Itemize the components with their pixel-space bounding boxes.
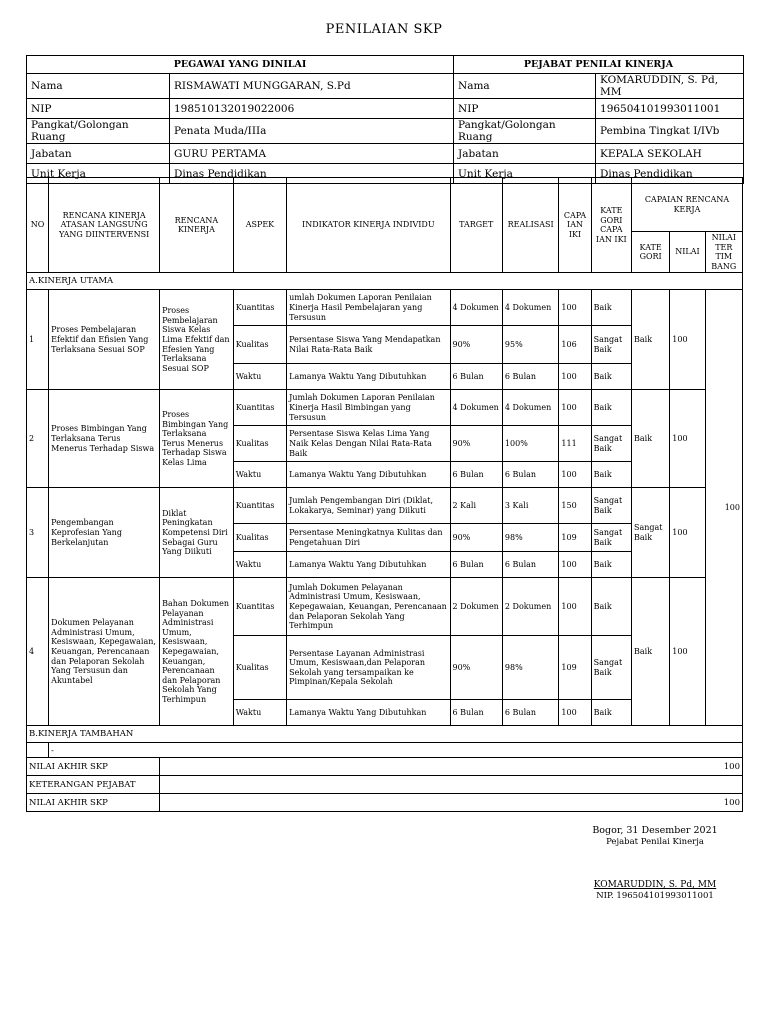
indikator-cell: Persentase Layanan Administrasi Umum, Kesiswaan,dan Pelaporan Sekolah yang tersampaikan ke Pimpinan/Kepala Sekolah xyxy=(287,636,450,700)
summary-row xyxy=(27,758,743,776)
capaian-iki-cell: 150 xyxy=(559,488,591,524)
pejabat-value: Dinas Pendidikan xyxy=(596,164,744,184)
realisasi-cell: 98% xyxy=(502,636,558,700)
capaian-iki-cell: 109 xyxy=(559,636,591,700)
target-cell: 90% xyxy=(450,524,502,552)
kategori-rk-cell: Sangat Baik xyxy=(631,488,669,578)
document-title: PENILAIAN SKP xyxy=(325,22,443,37)
kategori-capaian-cell: Sangat Baik xyxy=(591,488,631,524)
target-cell: 90% xyxy=(450,426,502,462)
capaian-iki-cell: 100 xyxy=(559,552,591,578)
rk-cell: Proses Pembelajaran Siswa Kelas Lima Efektif dan Efesien Yang Terlaksana Sesuai SOP xyxy=(160,290,234,390)
summary-value: 100 xyxy=(160,758,743,776)
nilai-rk-cell: 100 xyxy=(670,390,705,488)
target-cell: 6 Bulan xyxy=(450,364,502,390)
kategori-rk-cell: Baik xyxy=(631,390,669,488)
kategori-capaian-cell: Baik xyxy=(591,390,631,426)
capaian-iki-cell: 100 xyxy=(559,390,591,426)
realisasi-cell: 6 Bulan xyxy=(502,462,558,488)
realisasi-cell: 95% xyxy=(502,326,558,364)
identity-row xyxy=(27,119,744,144)
target-cell: 90% xyxy=(450,636,502,700)
summary-label: NILAI AKHIR SKP xyxy=(27,794,160,812)
indikator-cell: Jumlah Dokumen Pelayanan Administrasi Umum, Kesiswaan, Kepegawaian, Keuangan, Perencanaan dan Pelaporan Sekolah Yang Terhimpun xyxy=(287,578,450,636)
target-cell: 2 Dokumen xyxy=(450,578,502,636)
indikator-cell: Jumlah Pengembangan Diri (Diklat, Lokakarya, Seminar) yang Diikuti xyxy=(287,488,450,524)
realisasi-cell: 6 Bulan xyxy=(502,364,558,390)
rk-cell: Diklat Peningkatan Kompetensi Diri Sebagai Guru Yang Diikuti xyxy=(160,488,234,578)
indikator-cell: Persentase Meningkatnya Kulitas dan Pengetahuan Diri xyxy=(287,524,450,552)
pegawai-label: Unit Kerja xyxy=(27,164,170,184)
identity-row xyxy=(27,99,744,119)
tambahan-content: - xyxy=(49,743,743,758)
pejabat-label: Nama xyxy=(454,74,596,99)
section-row xyxy=(27,726,743,743)
capaian-iki-cell: 100 xyxy=(559,290,591,326)
col-capaian-rk: CAPAIAN RENCANA KERJA xyxy=(631,178,742,232)
section-kinerja-utama: A.KINERJA UTAMA xyxy=(27,273,743,290)
col-aspek: ASPEK xyxy=(233,178,286,273)
skp-table xyxy=(26,177,743,812)
indikator-cell: Jumlah Dokumen Laporan Penilaian Kinerja Hasil Bimbingan yang Tersusun xyxy=(287,390,450,426)
pegawai-value: 198510132019022006 xyxy=(170,99,454,119)
rk-atasan-cell: Pengembangan Keprofesian Yang Berkelanjutan xyxy=(49,488,160,578)
realisasi-cell: 98% xyxy=(502,524,558,552)
realisasi-cell: 4 Dokumen xyxy=(502,390,558,426)
target-cell: 2 Kali xyxy=(450,488,502,524)
pegawai-value: Dinas Pendidikan xyxy=(170,164,454,184)
aspek-cell: Waktu xyxy=(233,462,286,488)
pejabat-label: Jabatan xyxy=(454,144,596,164)
kategori-capaian-cell: Baik xyxy=(591,578,631,636)
target-cell: 90% xyxy=(450,326,502,364)
pegawai-value: GURU PERTAMA xyxy=(170,144,454,164)
indikator-cell: Lamanya Waktu Yang Dibutuhkan xyxy=(287,462,450,488)
pegawai-label: Pangkat/Golongan Ruang xyxy=(27,119,170,144)
pejabat-value: Pembina Tingkat I/IVb xyxy=(596,119,744,144)
nilai-rk-cell: 100 xyxy=(670,488,705,578)
target-cell: 4 Dokumen xyxy=(450,290,502,326)
col-target: TARGET xyxy=(450,178,502,273)
summary-label: NILAI AKHIR SKP xyxy=(27,758,160,776)
aspek-cell: Waktu xyxy=(233,700,286,726)
col-no: NO xyxy=(27,178,49,273)
row-number: 3 xyxy=(27,488,49,578)
pejabat-value: KOMARUDDIN, S. Pd, MM xyxy=(596,74,744,99)
table-row xyxy=(27,290,743,326)
target-cell: 6 Bulan xyxy=(450,552,502,578)
kategori-capaian-cell: Baik xyxy=(591,700,631,726)
realisasi-cell: 3 Kali xyxy=(502,488,558,524)
aspek-cell: Waktu xyxy=(233,364,286,390)
signature-place-date: Bogor, 31 Desember 2021 xyxy=(592,825,718,836)
aspek-cell: Kualitas xyxy=(233,426,286,462)
rk-cell: Proses Bimbingan Yang Terlaksana Terus Menerus Terhadap Siswa Kelas Lima xyxy=(160,390,234,488)
col-rk-atasan: RENCANA KINERJA ATASAN LANGSUNG YANG DIINTERVENSI xyxy=(49,178,160,273)
identity-table xyxy=(26,55,744,184)
col-nilai: NILAI xyxy=(670,232,705,273)
kategori-rk-cell: Baik xyxy=(631,578,669,726)
row-number: 4 xyxy=(27,578,49,726)
identity-row xyxy=(27,144,744,164)
pegawai-label: Nama xyxy=(27,74,170,99)
pejabat-value: 196504101993011001 xyxy=(596,99,744,119)
target-cell: 4 Dokumen xyxy=(450,390,502,426)
summary-value xyxy=(160,776,743,794)
capaian-iki-cell: 100 xyxy=(559,462,591,488)
realisasi-cell: 4 Dokumen xyxy=(502,290,558,326)
capaian-iki-cell: 100 xyxy=(559,700,591,726)
pegawai-value: RISMAWATI MUNGGARAN, S.Pd xyxy=(170,74,454,99)
aspek-cell: Kuantitas xyxy=(233,290,286,326)
indikator-cell: Persentase Siswa Yang Mendapatkan Nilai Rata-Rata Baik xyxy=(287,326,450,364)
aspek-cell: Waktu xyxy=(233,552,286,578)
rk-atasan-cell: Proses Bimbingan Yang Terlaksana Terus Menerus Terhadap Siswa xyxy=(49,390,160,488)
kategori-capaian-cell: Sangat Baik xyxy=(591,636,631,700)
nilai-rk-cell: 100 xyxy=(670,578,705,726)
table-row xyxy=(27,578,743,636)
realisasi-cell: 2 Dokumen xyxy=(502,578,558,636)
capaian-iki-cell: 111 xyxy=(559,426,591,462)
row-number: 2 xyxy=(27,390,49,488)
aspek-cell: Kuantitas xyxy=(233,390,286,426)
tambahan-row xyxy=(27,743,743,758)
pegawai-label: NIP xyxy=(27,99,170,119)
table-row xyxy=(27,390,743,426)
kategori-capaian-cell: Baik xyxy=(591,552,631,578)
pegawai-value: Penata Muda/IIIa xyxy=(170,119,454,144)
row-number: 1 xyxy=(27,290,49,390)
target-cell: 6 Bulan xyxy=(450,700,502,726)
capaian-iki-cell: 109 xyxy=(559,524,591,552)
kategori-capaian-cell: Baik xyxy=(591,290,631,326)
section-kinerja-tambahan: B.KINERJA TAMBAHAN xyxy=(27,726,743,743)
col-rk: RENCANA KINERJA xyxy=(160,178,234,273)
nilai-tertimbang-cell: 100 xyxy=(705,290,742,726)
col-nilai-tertimbang: NILAI TER TIM BANG xyxy=(705,232,742,273)
aspek-cell: Kuantitas xyxy=(233,488,286,524)
capaian-iki-cell: 100 xyxy=(559,364,591,390)
pegawai-heading: PEGAWAI YANG DINILAI xyxy=(27,56,454,74)
summary-row xyxy=(27,794,743,812)
summary-label: KETERANGAN PEJABAT xyxy=(27,776,160,794)
rk-atasan-cell: Proses Pembelajaran Efektif dan Efisien Yang Terlaksana Sesuai SOP xyxy=(49,290,160,390)
indikator-cell: Lamanya Waktu Yang Dibutuhkan xyxy=(287,700,450,726)
indikator-cell: Lamanya Waktu Yang Dibutuhkan xyxy=(287,364,450,390)
kategori-capaian-cell: Sangat Baik xyxy=(591,426,631,462)
aspek-cell: Kualitas xyxy=(233,636,286,700)
aspek-cell: Kualitas xyxy=(233,524,286,552)
pejabat-label: Pangkat/Golongan Ruang xyxy=(454,119,596,144)
col-kategori-capaian: KATE GORI CAPA IAN IKI xyxy=(591,178,631,273)
signature-nip: NIP. 196504101993011001 xyxy=(596,891,714,901)
pejabat-heading: PEJABAT PENILAI KINERJA xyxy=(454,56,744,74)
kategori-capaian-cell: Baik xyxy=(591,462,631,488)
indikator-cell: umlah Dokumen Laporan Penilaian Kinerja Hasil Pembelajaran yang Tersusun xyxy=(287,290,450,326)
kategori-capaian-cell: Sangat Baik xyxy=(591,524,631,552)
aspek-cell: Kuantitas xyxy=(233,578,286,636)
rk-atasan-cell: Dokumen Pelayanan Administrasi Umum, Kesiswaan, Kepegawaian, Keuangan, Perencanaan dan Pelaporan Sekolah Yang Tersusun dan Akuntabel xyxy=(49,578,160,726)
pejabat-value: KEPALA SEKOLAH xyxy=(596,144,744,164)
col-kategori: KATE GORI xyxy=(631,232,669,273)
target-cell: 6 Bulan xyxy=(450,462,502,488)
table-row xyxy=(27,488,743,524)
indikator-cell: Persentase Siswa Kelas Lima Yang Naik Kelas Dengan Nilai Rata-Rata Baik xyxy=(287,426,450,462)
tambahan-no xyxy=(27,743,49,758)
realisasi-cell: 6 Bulan xyxy=(502,700,558,726)
signature-role: Pejabat Penilai Kinerja xyxy=(606,837,704,847)
pejabat-label: Unit Kerja xyxy=(454,164,596,184)
kategori-capaian-cell: Sangat Baik xyxy=(591,326,631,364)
pegawai-label: Jabatan xyxy=(27,144,170,164)
pejabat-label: NIP xyxy=(454,99,596,119)
indikator-cell: Lamanya Waktu Yang Dibutuhkan xyxy=(287,552,450,578)
rk-cell: Bahan Dokumen Pelayanan Administrasi Umum, Kesiswaan, Kepegawaian, Keuangan, Perencanaan dan Pelaporan Sekolah Yang Terhimpun xyxy=(160,578,234,726)
col-capaian-iki: CAPA IAN IKI xyxy=(559,178,591,273)
capaian-iki-cell: 100 xyxy=(559,578,591,636)
realisasi-cell: 6 Bulan xyxy=(502,552,558,578)
col-indikator: INDIKATOR KINERJA INDIVIDU xyxy=(287,178,450,273)
summary-value: 100 xyxy=(160,794,743,812)
kategori-rk-cell: Baik xyxy=(631,290,669,390)
identity-row xyxy=(27,74,744,99)
kategori-capaian-cell: Baik xyxy=(591,364,631,390)
col-realisasi: REALISASI xyxy=(502,178,558,273)
aspek-cell: Kualitas xyxy=(233,326,286,364)
nilai-rk-cell: 100 xyxy=(670,290,705,390)
capaian-iki-cell: 106 xyxy=(559,326,591,364)
summary-row xyxy=(27,776,743,794)
signature-name: KOMARUDDIN, S. Pd, MM xyxy=(593,880,717,890)
realisasi-cell: 100% xyxy=(502,426,558,462)
